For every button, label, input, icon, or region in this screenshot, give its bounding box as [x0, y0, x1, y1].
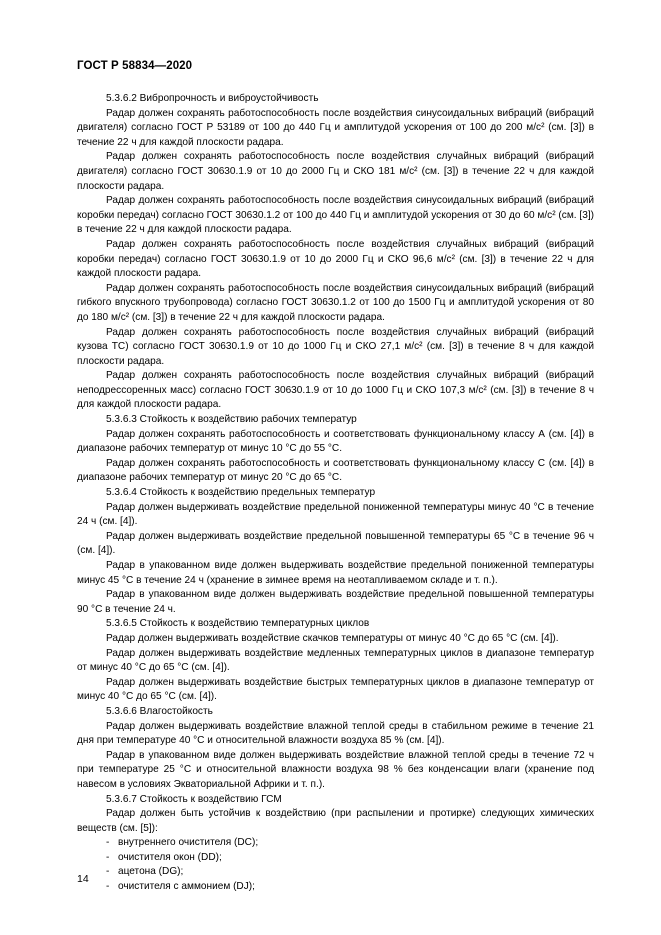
list-item: [77, 851, 594, 866]
document-header: ГОСТ Р 58834—2020: [77, 60, 193, 72]
list-marker: -: [106, 851, 110, 863]
section-heading: 5.3.6.5 Стойкость к воздействию температурных циклов: [106, 618, 370, 630]
body-paragraph: Радар должен быть устойчив к воздействию (при распылении и протирке) следующих химических веществ (см. [5]):: [77, 808, 594, 834]
body-paragraph: Радар должен сохранять работоспособность после воздействия синусоидальных вибраций (вибраций двигателя) согласно ГОСТ Р 53189 от 100 до 440 Гц и амплитудой ускорения от 100 до 200 м/с² (см. [3]) в течение 22 ч для каждой плоскости радара.: [77, 107, 594, 148]
document-body: [77, 92, 594, 895]
body-paragraph: Радар в упакованном виде должен выдерживать воздействие предельной пониженной температуры минус 45 °С в течение 24 ч (хранение в зимнее время на неотапливаемом складе и т. п.).: [77, 560, 594, 586]
list-item: [77, 836, 594, 851]
list-marker: -: [106, 837, 110, 849]
list-item: [77, 880, 594, 895]
list-item-text: очистителя окон (DD);: [118, 851, 222, 863]
list-marker: -: [106, 866, 110, 878]
body-paragraph: Радар должен выдерживать воздействие предельной пониженной температуры минус 40 °С в течение 24 ч (см. [4]).: [77, 501, 594, 528]
list-item-text: ацетона (DG);: [118, 866, 184, 878]
body-paragraph: Радар должен сохранять работоспособность и соответствовать функциональному классу С (см. [4]) в диапазоне рабочих температур от минус 20 °С до 65 °С.: [77, 457, 594, 484]
section-heading: 5.3.6.3 Стойкость к воздействию рабочих температур: [106, 414, 357, 426]
body-paragraph: Радар в упакованном виде должен выдерживать воздействие предельной повышенной температуры 90 °С в течение 24 ч.: [77, 589, 594, 615]
body-paragraph: Радар в упакованном виде должен выдерживать воздействие влажной теплой среды в течение 72 ч при температуре 25 °С и относительной влажности воздуха 98 % без конденсации влаги (хранение под навесом в условиях Экваториальной Африки и т. п.).: [77, 749, 594, 790]
body-paragraph: Радар должен сохранять работоспособность после воздействия синусоидальных вибраций (вибраций коробки передач) согласно ГОСТ 30630.1.2 от 100 до 440 Гц и амплитудой ускорения от 30 до 60 м/с² (см. [3]) в течение 22 ч для каждой плоскости радара.: [77, 195, 594, 236]
body-paragraph: Радар должен выдерживать воздействие предельной повышенной температуры 65 °С в течение 96 ч (см. [4]).: [77, 530, 594, 557]
body-paragraph: Радар должен сохранять работоспособность после воздействия случайных вибраций (вибраций неподрессоренных масс) согласно ГОСТ 30630.1.9 от 10 до 1000 Гц и СКО 107,3 м/с² (см. [3]) в течение 8 ч для каждой плоскости радара.: [77, 370, 594, 411]
body-paragraph: Радар должен сохранять работоспособность и соответствовать функциональному классу А (см. [4]) в диапазоне рабочих температур от минус 10 °С до 55 °С.: [77, 428, 594, 455]
section-heading: 5.3.6.2 Вибропрочность и виброустойчивость: [106, 93, 319, 104]
body-paragraph: Радар должен выдерживать воздействие скачков температуры от минус 40 °С до 65 °С (см. [4]).: [106, 632, 559, 644]
body-paragraph: Радар должен сохранять работоспособность после воздействия синусоидальных вибраций (вибраций гибкого впускного трубопровода) согласно ГОСТ 30630.1.2 от 100 до 1500 Гц и амплитудой ускорения от 80 до 180 м/с² (см. [3]) в течение 22 ч для каждой плоскости радара.: [77, 282, 594, 323]
body-paragraph: Радар должен сохранять работоспособность после воздействия случайных вибраций (вибраций коробки передач) согласно ГОСТ 30630.1.9 от 10 до 2000 Гц и СКО 96,6 м/с² (см. [3]) в течение 22 ч для каждой плоскости радара.: [77, 238, 594, 280]
body-paragraph: Радар должен выдерживать воздействие быстрых температурных циклов в диапазоне температур от минус 40 °С до 65 °С (см. [4]).: [77, 676, 594, 703]
body-paragraph: Радар должен выдерживать воздействие влажной теплой среды в стабильном режиме в течение 21 дня при температуре 40 °С и относительной влажности воздуха 85 % (см. [4]).: [77, 720, 594, 747]
chemicals-list: [77, 836, 594, 894]
list-item-text: очистителя с аммонием (DJ);: [118, 881, 255, 893]
section-heading: 5.3.6.4 Стойкость к воздействию предельных температур: [106, 487, 376, 499]
list-item: [77, 865, 594, 880]
list-item-text: внутреннего очистителя (DC);: [118, 837, 259, 849]
body-paragraph: Радар должен выдерживать воздействие медленных температурных циклов в диапазоне температур от минус 40 °С до 65 °С (см. [4]).: [77, 647, 594, 674]
paragraphs: [77, 92, 594, 836]
body-paragraph: Радар должен сохранять работоспособность после воздействия случайных вибраций (вибраций кузова ТС) согласно ГОСТ 30630.1.9 от 10 до 1000 Гц и СКО 27,1 м/с² (см. [3]) в течение 8 ч для каждой плоскости радара.: [77, 326, 594, 367]
list-marker: -: [106, 881, 110, 893]
page-number: 14: [77, 873, 89, 885]
section-heading: 5.3.6.6 Влагостойкость: [106, 705, 213, 717]
body-paragraph: Радар должен сохранять работоспособность после воздействия случайных вибраций (вибраций двигателя) согласно ГОСТ 30630.1.9 от 10 до 2000 Гц и СКО 181 м/с² (см. [3]) в течение 22 ч для каждой плоскости радара.: [77, 151, 594, 192]
section-heading: 5.3.6.7 Стойкость к воздействию ГСМ: [106, 793, 282, 805]
